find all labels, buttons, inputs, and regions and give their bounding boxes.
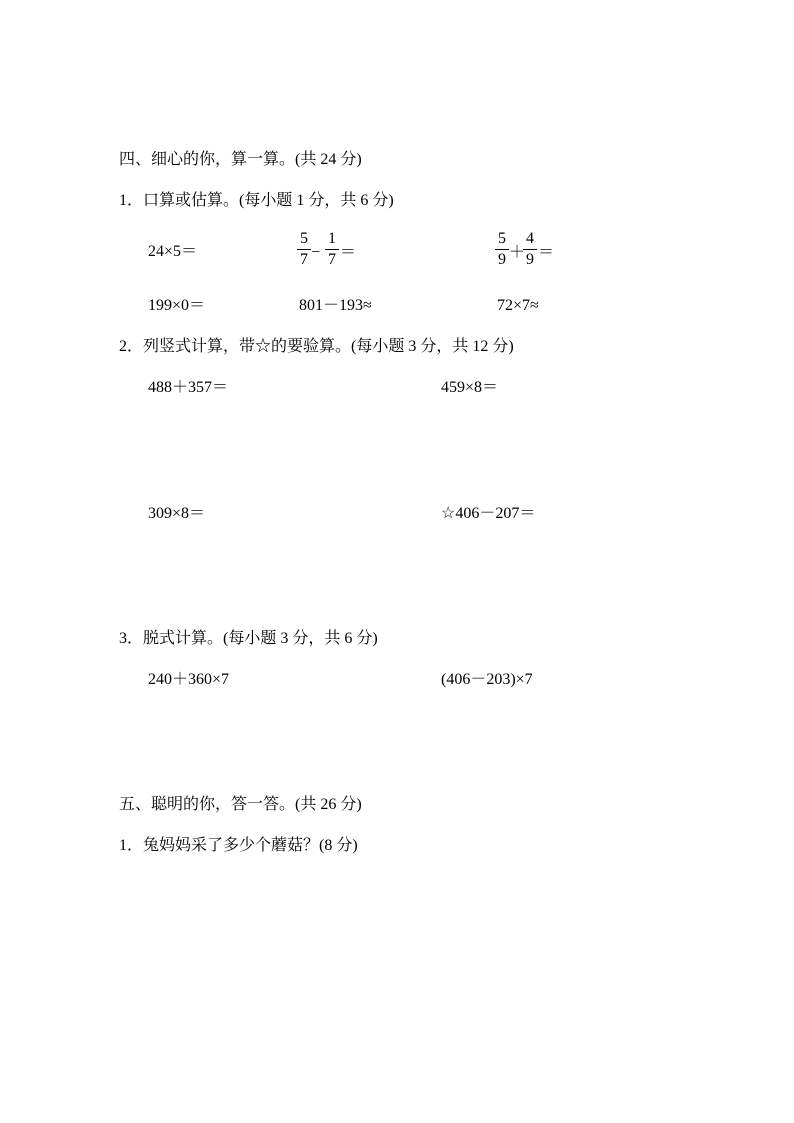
fraction-5-9: 5 9 bbox=[495, 230, 509, 269]
oral-calc-item-4: 199×0＝ bbox=[148, 297, 206, 314]
plus-sign: ＋ bbox=[509, 244, 526, 261]
question-1-title: 1．口算或估算。(每小题 1 分，共 6 分) bbox=[119, 192, 394, 209]
question-5-1-title: 1．兔妈妈采了多少个蘑菇？(8 分) bbox=[119, 837, 358, 854]
minus-sign: − bbox=[311, 244, 321, 261]
oral-calc-item-6: 72×7≈ bbox=[497, 297, 539, 314]
fraction-4-9: 4 9 bbox=[523, 230, 537, 269]
oral-calc-item-1: 24×5＝ bbox=[148, 243, 198, 260]
oral-calc-item-5: 801－193≈ bbox=[299, 297, 372, 314]
question-2-title: 2．列竖式计算，带☆的要验算。(每小题 3 分，共 12 分) bbox=[119, 338, 514, 355]
fraction-5-7: 5 7 bbox=[297, 230, 311, 269]
fraction-1-7: 1 7 bbox=[325, 230, 339, 269]
section-5-title: 五、聪明的你，答一答。(共 26 分) bbox=[119, 796, 362, 813]
stepwise-calc-item-1: 240＋360×7 bbox=[148, 671, 230, 688]
equals-sign: ＝ bbox=[340, 244, 357, 261]
vertical-calc-item-1: 488＋357＝ bbox=[148, 379, 229, 396]
vertical-calc-item-2: 459×8＝ bbox=[441, 379, 499, 396]
equals-sign: ＝ bbox=[538, 244, 555, 261]
vertical-calc-item-4: ☆406－207＝ bbox=[441, 505, 536, 522]
section-4-title: 四、细心的你，算一算。(共 24 分) bbox=[119, 151, 362, 168]
stepwise-calc-item-2: (406－203)×7 bbox=[441, 671, 533, 688]
vertical-calc-item-3: 309×8＝ bbox=[148, 505, 206, 522]
question-3-title: 3．脱式计算。(每小题 3 分，共 6 分) bbox=[119, 630, 378, 647]
